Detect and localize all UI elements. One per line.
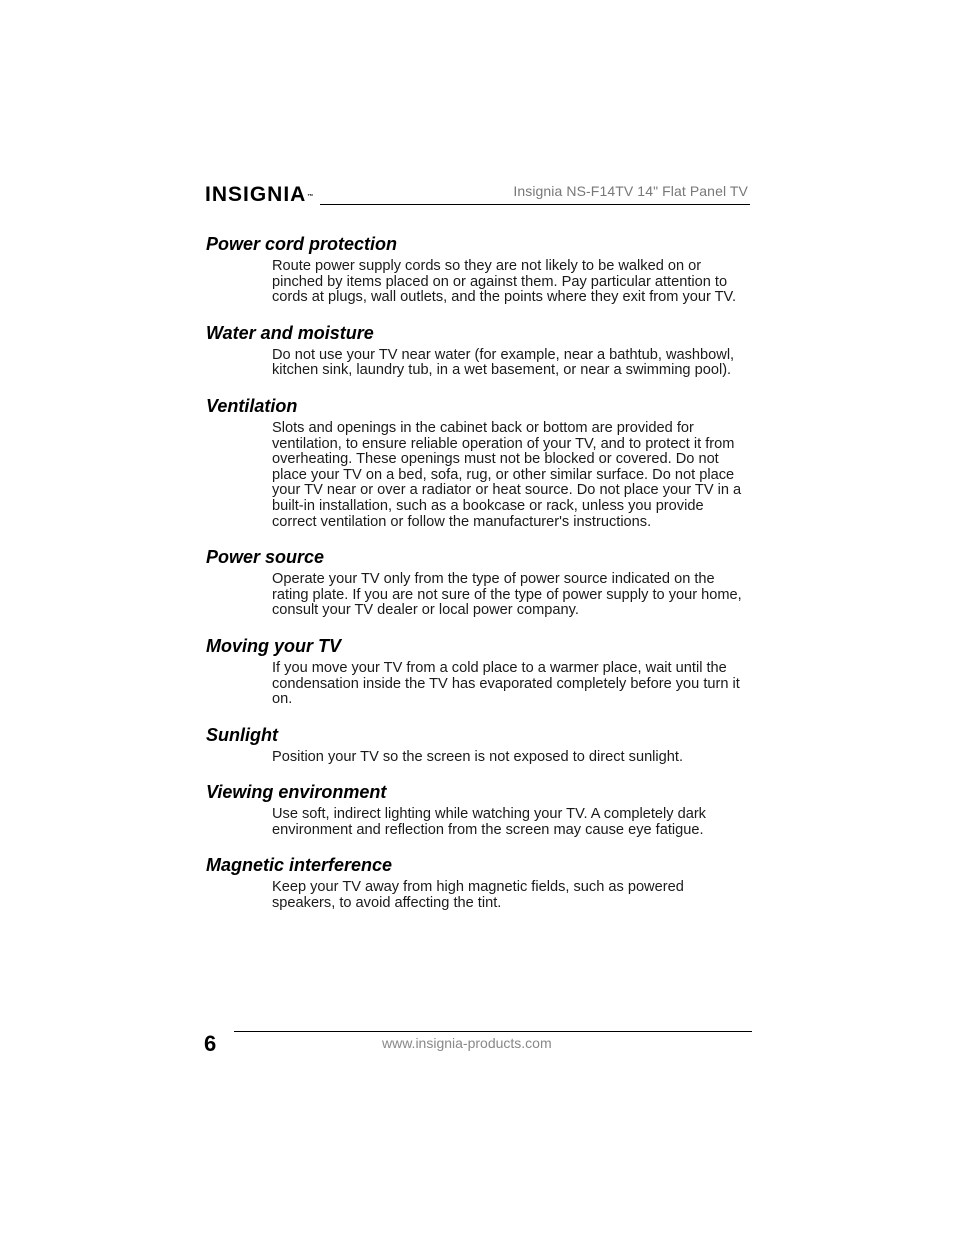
- section-magnetic-interference: [206, 854, 751, 911]
- section-power-source: [206, 546, 751, 619]
- section-heading: Power cord protection: [206, 234, 398, 254]
- section-heading: Power source: [206, 547, 325, 568]
- logo-trademark: ™: [307, 194, 315, 200]
- section-body: Use soft, indirect lighting while watching your TV. A completely dark environment and reflection from the screen may cause eye fatigue.: [272, 806, 706, 838]
- logo-text: INSIGNIA: [205, 183, 307, 206]
- header-title: Insignia NS-F14TV 14" Flat Panel TV: [513, 183, 748, 199]
- page-number: 6: [204, 1031, 217, 1056]
- section-water-and-moisture: [206, 322, 751, 379]
- section-heading: Ventilation: [206, 395, 298, 416]
- section-heading: Viewing environment: [206, 782, 387, 803]
- section-heading: Water and moisture: [206, 322, 374, 343]
- section-viewing-environment: [206, 781, 751, 838]
- section-heading: Sunlight: [206, 724, 278, 745]
- section-body: Slots and openings in the cabinet back or bottom are provided for ventilation, to ensure reliable operation of your TV, and to protect it from overheating. These openings must not be blocked or covered. Do not place your TV on a bed, sofa, rug, or other similar surface. Do not place your TV near or over a radiator or heat source. Do not place your TV in a built-in installation, such as a bookcase or rack, unless you provide correct ventilation or follow the manufacturer's instructions.: [272, 419, 742, 530]
- section-body: Do not use your TV near water (for example, near a bathtub, washbowl, kitchen sink, laundry tub, in a wet basement, or near a swimming pool).: [272, 346, 735, 379]
- insignia-logo: [205, 183, 314, 207]
- section-power-cord-protection: [206, 233, 751, 306]
- section-heading: Magnetic interference: [206, 855, 393, 876]
- section-body: Operate your TV only from the type of power source indicated on the rating plate. If you are not sure of the type of power supply to your home, consult your TV dealer or local power company.: [272, 571, 742, 619]
- section-body: If you move your TV from a cold place to a warmer place, wait until the condensation inside the TV has evaporated completely before you turn it on.: [272, 659, 740, 708]
- section-body: Route power supply cords so they are not likely to be walked on or pinched by items placed on or against them. Pay particular attention to cords at plugs, wall outlets, and the points where they exit from your TV.: [272, 258, 736, 306]
- footer-rule: [234, 1031, 752, 1032]
- section-ventilation: [206, 395, 751, 530]
- header-rule: [320, 204, 750, 205]
- footer-url[interactable]: www.insignia-products.com: [382, 1035, 552, 1051]
- section-heading: Moving your TV: [206, 635, 341, 656]
- section-sunlight: [206, 724, 751, 766]
- content: [206, 233, 751, 912]
- section-body: Position your TV so the screen is not exposed to direct sunlight.: [272, 748, 684, 765]
- section-body: Keep your TV away from high magnetic fields, such as powered speakers, to avoid affecting the tint.: [272, 879, 684, 912]
- section-moving-your-tv: [206, 635, 751, 708]
